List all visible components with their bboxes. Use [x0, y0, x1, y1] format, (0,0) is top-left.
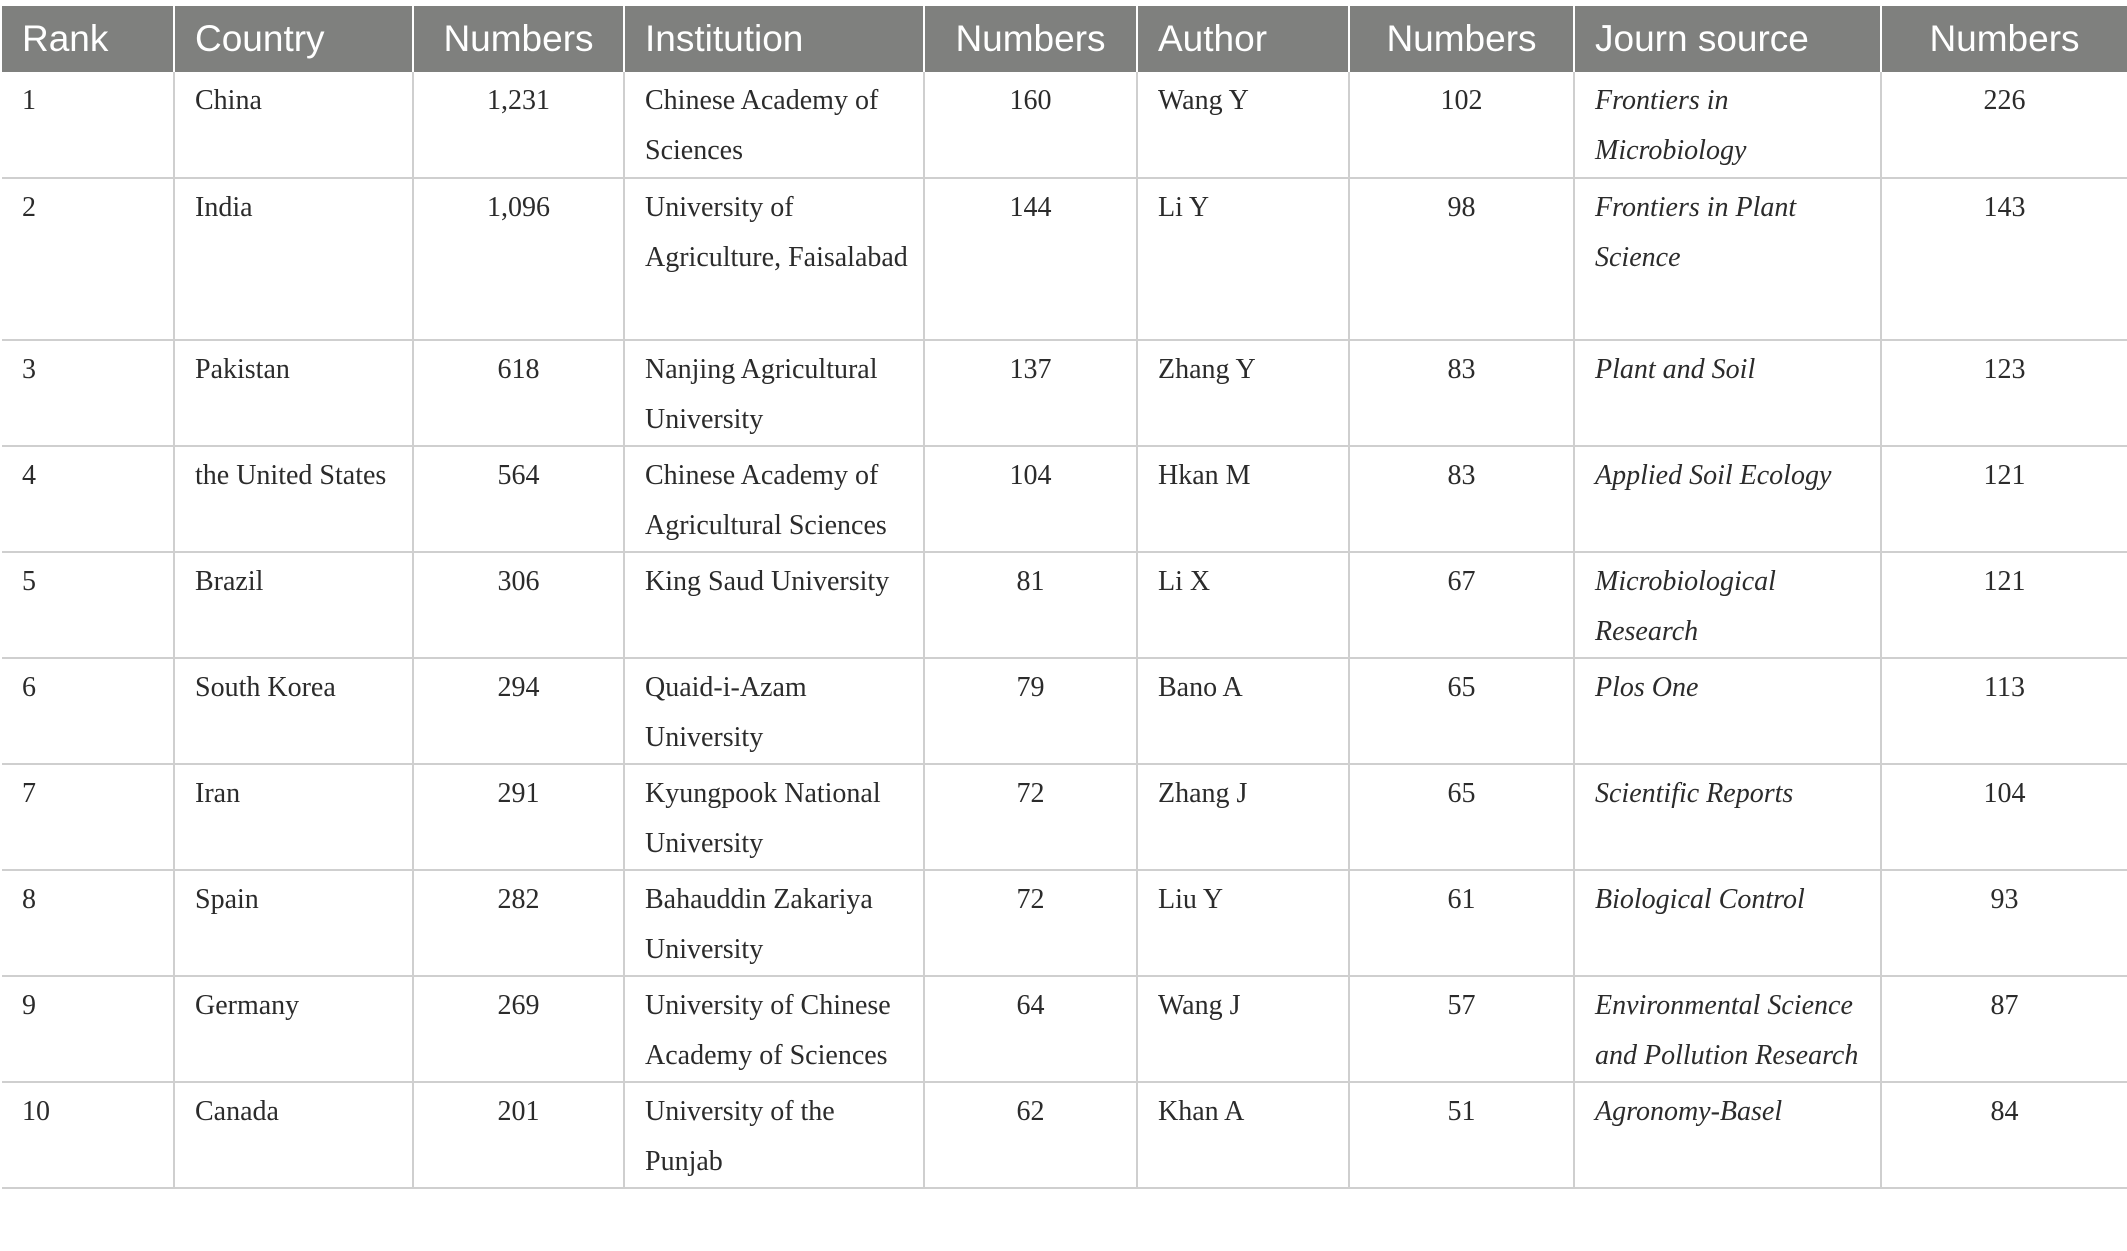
journal-numbers-cell: 123: [1881, 340, 2127, 446]
header-institution-numbers: Numbers: [924, 6, 1137, 72]
header-journal-source: Journ source: [1574, 6, 1881, 72]
table-row: [2, 1082, 2127, 1188]
institution-numbers-cell: 81: [924, 552, 1137, 658]
table-row: [2, 764, 2127, 870]
author-numbers-cell: 65: [1349, 658, 1574, 764]
country-numbers-cell: 564: [413, 446, 624, 552]
country-numbers-cell: 282: [413, 870, 624, 976]
author-numbers-cell: 61: [1349, 870, 1574, 976]
rank-cell: 3: [2, 340, 174, 446]
country-cell: India: [174, 178, 413, 340]
rank-cell: 1: [2, 72, 174, 178]
author-numbers-cell: 57: [1349, 976, 1574, 1082]
journal-cell: Plos One: [1574, 658, 1881, 764]
country-cell: Canada: [174, 1082, 413, 1188]
journal-cell: Agronomy-Basel: [1574, 1082, 1881, 1188]
author-cell: Zhang J: [1137, 764, 1349, 870]
header-row: [2, 6, 2127, 72]
header-institution: Institution: [624, 6, 924, 72]
header-country-numbers: Numbers: [413, 6, 624, 72]
country-cell: China: [174, 72, 413, 178]
table-header: [2, 6, 2127, 72]
table-body: [2, 72, 2127, 1188]
country-cell: Spain: [174, 870, 413, 976]
country-numbers-cell: 291: [413, 764, 624, 870]
header-country: Country: [174, 6, 413, 72]
country-numbers-cell: 1,231: [413, 72, 624, 178]
institution-numbers-cell: 72: [924, 764, 1137, 870]
author-numbers-cell: 51: [1349, 1082, 1574, 1188]
author-cell: Liu Y: [1137, 870, 1349, 976]
institution-numbers-cell: 144: [924, 178, 1137, 340]
author-numbers-cell: 65: [1349, 764, 1574, 870]
table-row: [2, 178, 2127, 340]
rank-cell: 9: [2, 976, 174, 1082]
journal-cell: Applied Soil Ecology: [1574, 446, 1881, 552]
rank-cell: 5: [2, 552, 174, 658]
journal-cell: Environmental Science and Pollution Research: [1574, 976, 1881, 1082]
journal-numbers-cell: 143: [1881, 178, 2127, 340]
table-row: [2, 340, 2127, 446]
table-row: [2, 870, 2127, 976]
institution-cell: University of Agriculture, Faisalabad: [624, 178, 924, 340]
country-cell: Germany: [174, 976, 413, 1082]
table-row: [2, 658, 2127, 764]
author-numbers-cell: 83: [1349, 340, 1574, 446]
country-numbers-cell: 294: [413, 658, 624, 764]
rank-cell: 8: [2, 870, 174, 976]
country-numbers-cell: 269: [413, 976, 624, 1082]
author-cell: Bano A: [1137, 658, 1349, 764]
header-rank: Rank: [2, 6, 174, 72]
institution-numbers-cell: 79: [924, 658, 1137, 764]
author-cell: Wang J: [1137, 976, 1349, 1082]
institution-numbers-cell: 137: [924, 340, 1137, 446]
rank-cell: 10: [2, 1082, 174, 1188]
journal-cell: Microbiological Research: [1574, 552, 1881, 658]
institution-cell: Chinese Academy of Sciences: [624, 72, 924, 178]
country-cell: the United States: [174, 446, 413, 552]
author-cell: Khan A: [1137, 1082, 1349, 1188]
journal-numbers-cell: 113: [1881, 658, 2127, 764]
rank-cell: 6: [2, 658, 174, 764]
institution-cell: University of Chinese Academy of Sciences: [624, 976, 924, 1082]
country-cell: Iran: [174, 764, 413, 870]
table-row: [2, 976, 2127, 1082]
institution-cell: King Saud University: [624, 552, 924, 658]
institution-numbers-cell: 64: [924, 976, 1137, 1082]
rank-cell: 4: [2, 446, 174, 552]
journal-numbers-cell: 226: [1881, 72, 2127, 178]
institution-cell: Kyungpook National University: [624, 764, 924, 870]
header-author-numbers: Numbers: [1349, 6, 1574, 72]
country-cell: Pakistan: [174, 340, 413, 446]
journal-numbers-cell: 87: [1881, 976, 2127, 1082]
author-cell: Li X: [1137, 552, 1349, 658]
country-cell: South Korea: [174, 658, 413, 764]
journal-cell: Biological Control: [1574, 870, 1881, 976]
author-numbers-cell: 67: [1349, 552, 1574, 658]
institution-cell: Nanjing Agricultural University: [624, 340, 924, 446]
institution-numbers-cell: 62: [924, 1082, 1137, 1188]
journal-cell: Frontiers in Microbiology: [1574, 72, 1881, 178]
journal-numbers-cell: 93: [1881, 870, 2127, 976]
country-numbers-cell: 1,096: [413, 178, 624, 340]
author-cell: Wang Y: [1137, 72, 1349, 178]
table-row: [2, 446, 2127, 552]
header-author: Author: [1137, 6, 1349, 72]
journal-cell: Plant and Soil: [1574, 340, 1881, 446]
ranking-table: [2, 6, 2127, 1189]
header-journal-numbers: Numbers: [1881, 6, 2127, 72]
rank-cell: 2: [2, 178, 174, 340]
institution-numbers-cell: 160: [924, 72, 1137, 178]
institution-cell: Bahauddin Zakariya University: [624, 870, 924, 976]
institution-cell: University of the Punjab: [624, 1082, 924, 1188]
journal-numbers-cell: 84: [1881, 1082, 2127, 1188]
author-cell: Zhang Y: [1137, 340, 1349, 446]
journal-numbers-cell: 121: [1881, 552, 2127, 658]
table-row: [2, 72, 2127, 178]
institution-cell: Chinese Academy of Agricultural Sciences: [624, 446, 924, 552]
author-numbers-cell: 102: [1349, 72, 1574, 178]
rank-cell: 7: [2, 764, 174, 870]
author-numbers-cell: 98: [1349, 178, 1574, 340]
author-cell: Hkan M: [1137, 446, 1349, 552]
table-row: [2, 552, 2127, 658]
journal-numbers-cell: 104: [1881, 764, 2127, 870]
author-numbers-cell: 83: [1349, 446, 1574, 552]
journal-cell: Frontiers in Plant Science: [1574, 178, 1881, 340]
journal-cell: Scientific Reports: [1574, 764, 1881, 870]
journal-numbers-cell: 121: [1881, 446, 2127, 552]
country-numbers-cell: 201: [413, 1082, 624, 1188]
institution-numbers-cell: 104: [924, 446, 1137, 552]
country-numbers-cell: 306: [413, 552, 624, 658]
country-cell: Brazil: [174, 552, 413, 658]
institution-cell: Quaid-i-Azam University: [624, 658, 924, 764]
country-numbers-cell: 618: [413, 340, 624, 446]
author-cell: Li Y: [1137, 178, 1349, 340]
institution-numbers-cell: 72: [924, 870, 1137, 976]
